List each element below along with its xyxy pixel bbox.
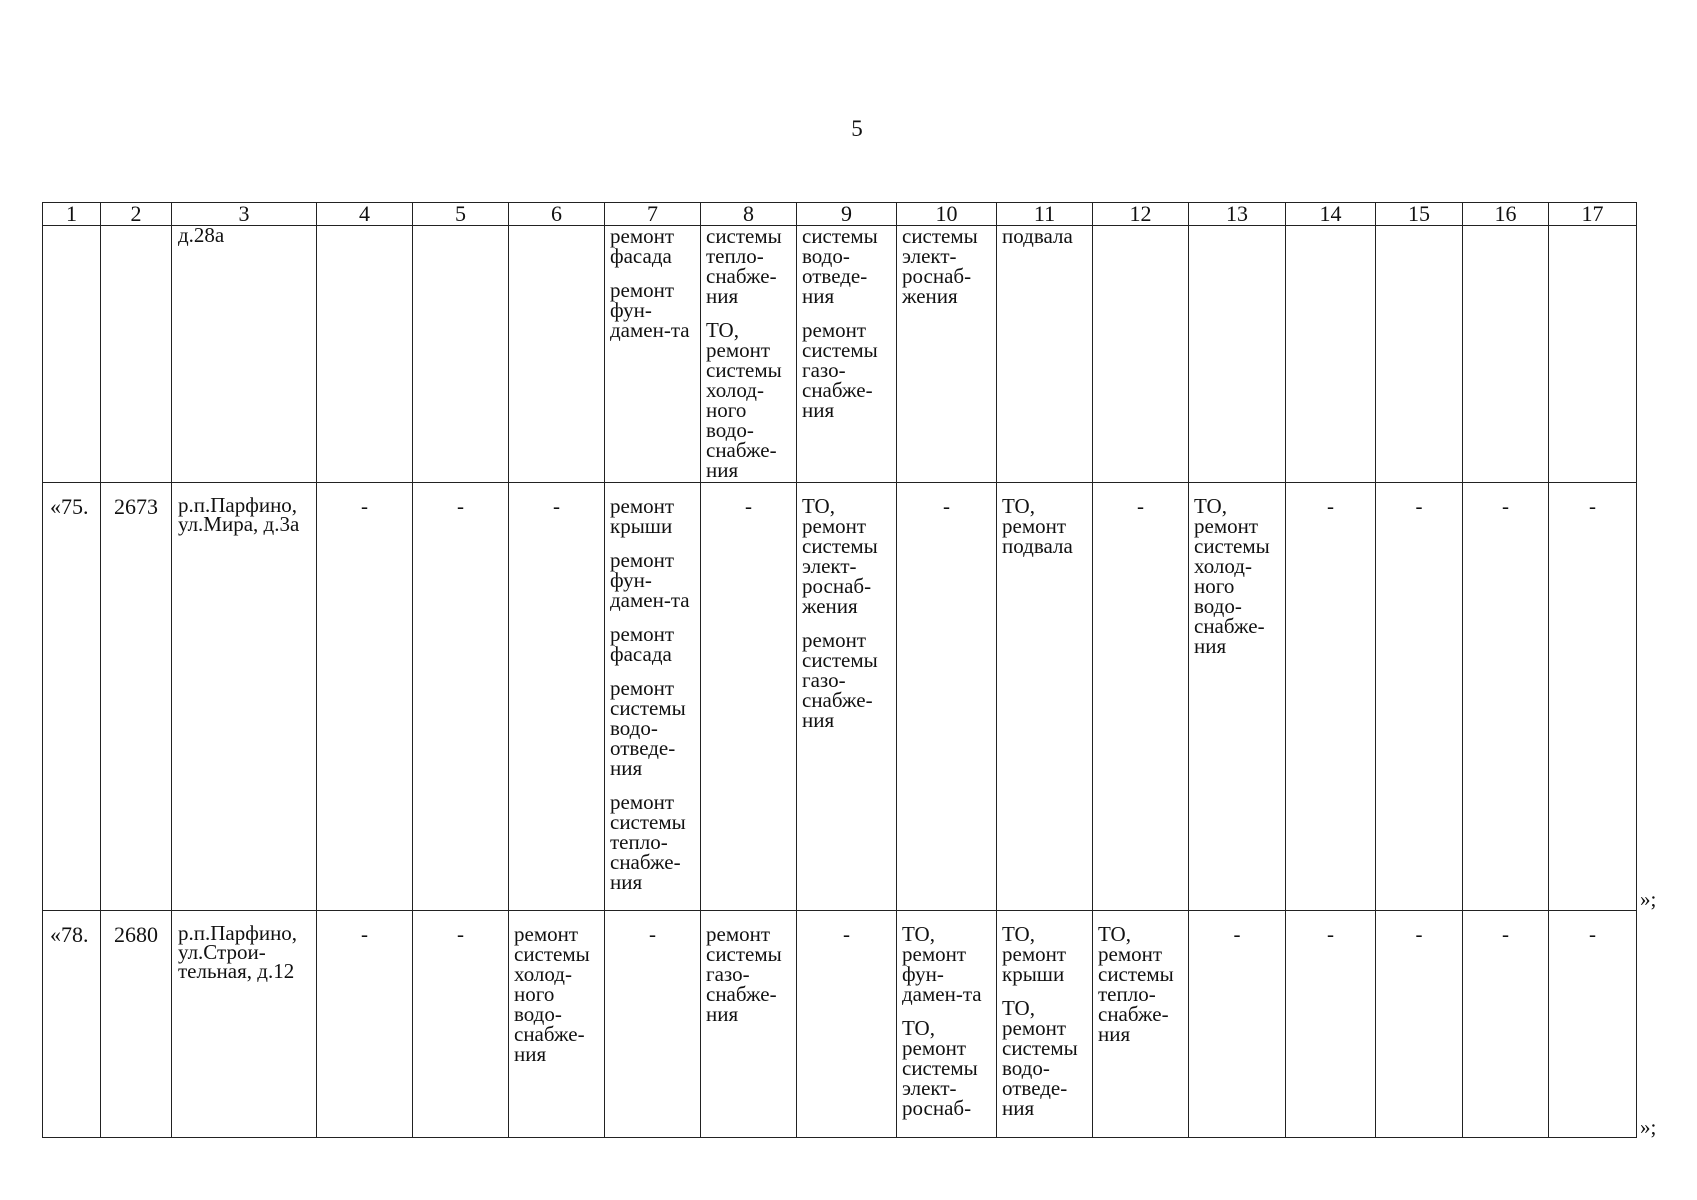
table-cell: - [413, 911, 509, 1138]
works-cell [997, 483, 1093, 911]
work-item: ТО, ремонт системы тепло-снабже-ния [1098, 922, 1174, 1046]
table-cell [1189, 226, 1286, 483]
work-item: ТО, ремонт системы холод-ного водо-снабже-ния [1194, 494, 1270, 658]
header-cell: 11 [997, 203, 1093, 226]
work-item: ремонт системы газо-снабже-ния [706, 922, 782, 1026]
works-cell [605, 483, 701, 911]
work-item: ТО, ремонт системы элект-роснаб- [902, 1016, 978, 1120]
work-item: ремонт крыши [610, 494, 675, 538]
work-item: ТО, ремонт системы холод-ного водо-снабже-ния [706, 318, 782, 482]
table-cell: - [1376, 911, 1463, 1138]
table-cell: - [1549, 483, 1637, 911]
address-cell: р.п.Парфино, ул.Мира, д.3а [172, 483, 317, 911]
header-cell: 8 [701, 203, 797, 226]
table-cell: - [317, 911, 413, 1138]
work-item: ремонт фун-дамен-та [610, 548, 690, 612]
code-cell: 2680 [101, 911, 172, 1138]
table-row-75 [43, 483, 1637, 911]
table-cell [509, 226, 605, 483]
code-cell: 2673 [101, 483, 172, 911]
table-cell [1463, 226, 1549, 483]
table-cell [1093, 226, 1189, 483]
work-item: ремонт системы газо-снабже-ния [802, 318, 878, 422]
table-row-continuation [43, 226, 1637, 483]
work-item: ремонт системы холод-ного водо-снабже-ния [514, 922, 590, 1066]
works-cell [1093, 911, 1189, 1138]
work-item: ремонт системы газо-снабже-ния [802, 628, 878, 732]
page-number: 5 [851, 116, 863, 141]
table-cell [1549, 226, 1637, 483]
work-item: ремонт системы тепло-снабже-ния [610, 790, 686, 894]
header-cell: 15 [1376, 203, 1463, 226]
header-cell: 12 [1093, 203, 1189, 226]
table-cell: - [701, 483, 797, 911]
header-cell: 4 [317, 203, 413, 226]
table-cell: - [1376, 483, 1463, 911]
row-number-cell: «75. [43, 483, 101, 911]
works-cell [997, 226, 1093, 483]
work-item: ТО, ремонт системы элект-роснаб-жения [802, 494, 878, 618]
header-cell: 9 [797, 203, 897, 226]
table-cell: - [797, 911, 897, 1138]
table-cell: - [1463, 483, 1549, 911]
table-cell: - [1286, 911, 1376, 1138]
header-cell: 7 [605, 203, 701, 226]
table-cell [1376, 226, 1463, 483]
table-cell: - [317, 483, 413, 911]
work-item: ремонт фун-дамен-та [610, 278, 690, 342]
works-cell [1189, 483, 1286, 911]
header-cell: 2 [101, 203, 172, 226]
works-cell [701, 911, 797, 1138]
table-cell: - [1549, 911, 1637, 1138]
work-item: ремонт системы водо-отведе-ния [610, 676, 686, 780]
works-cell [897, 226, 997, 483]
work-item: ремонт фасада [610, 622, 675, 666]
schedule-table [42, 202, 1637, 1138]
header-cell: 3 [172, 203, 317, 226]
table-cell: - [1463, 911, 1549, 1138]
row-78-closing-mark: »; [1640, 1115, 1657, 1139]
works-cell [701, 226, 797, 483]
work-item: системы водо-отведе-ния [802, 224, 878, 308]
table-cell: - [1189, 911, 1286, 1138]
table-row-78 [43, 911, 1637, 1138]
work-item: ТО, ремонт крыши [1002, 922, 1067, 986]
address-cell: д.28а [172, 226, 317, 483]
work-item: ТО, ремонт фун-дамен-та [902, 922, 982, 1006]
work-item: системы элект-роснаб-жения [902, 224, 978, 308]
table-cell [101, 226, 172, 483]
row-75-closing-mark: »; [1640, 887, 1657, 911]
work-item: подвала [1002, 224, 1073, 248]
table-cell [1286, 226, 1376, 483]
header-cell: 1 [43, 203, 101, 226]
header-cell: 5 [413, 203, 509, 226]
header-cell: 13 [1189, 203, 1286, 226]
header-cell: 10 [897, 203, 997, 226]
table-cell [43, 226, 101, 483]
row-number-cell: «78. [43, 911, 101, 1138]
table-cell: - [1286, 483, 1376, 911]
table-cell: - [1093, 483, 1189, 911]
header-row [43, 203, 1637, 226]
table-cell [413, 226, 509, 483]
work-item: ТО, ремонт подвала [1002, 494, 1073, 558]
work-item: ТО, ремонт системы водо-отведе-ния [1002, 996, 1078, 1120]
header-cell: 6 [509, 203, 605, 226]
works-cell [997, 911, 1093, 1138]
header-cell: 14 [1286, 203, 1376, 226]
table-cell: - [509, 483, 605, 911]
table-cell [317, 226, 413, 483]
work-item: ремонт фасада [610, 224, 675, 268]
header-cell: 17 [1549, 203, 1637, 226]
works-cell [605, 226, 701, 483]
work-item: системы тепло-снабже-ния [706, 224, 782, 308]
works-cell [797, 483, 897, 911]
works-cell [897, 911, 997, 1138]
address-cell: р.п.Парфино, ул.Строи-тельная, д.12 [172, 911, 317, 1138]
table-cell: - [413, 483, 509, 911]
table-cell: - [605, 911, 701, 1138]
header-cell: 16 [1463, 203, 1549, 226]
works-cell [509, 911, 605, 1138]
works-cell [797, 226, 897, 483]
table-cell: - [897, 483, 997, 911]
